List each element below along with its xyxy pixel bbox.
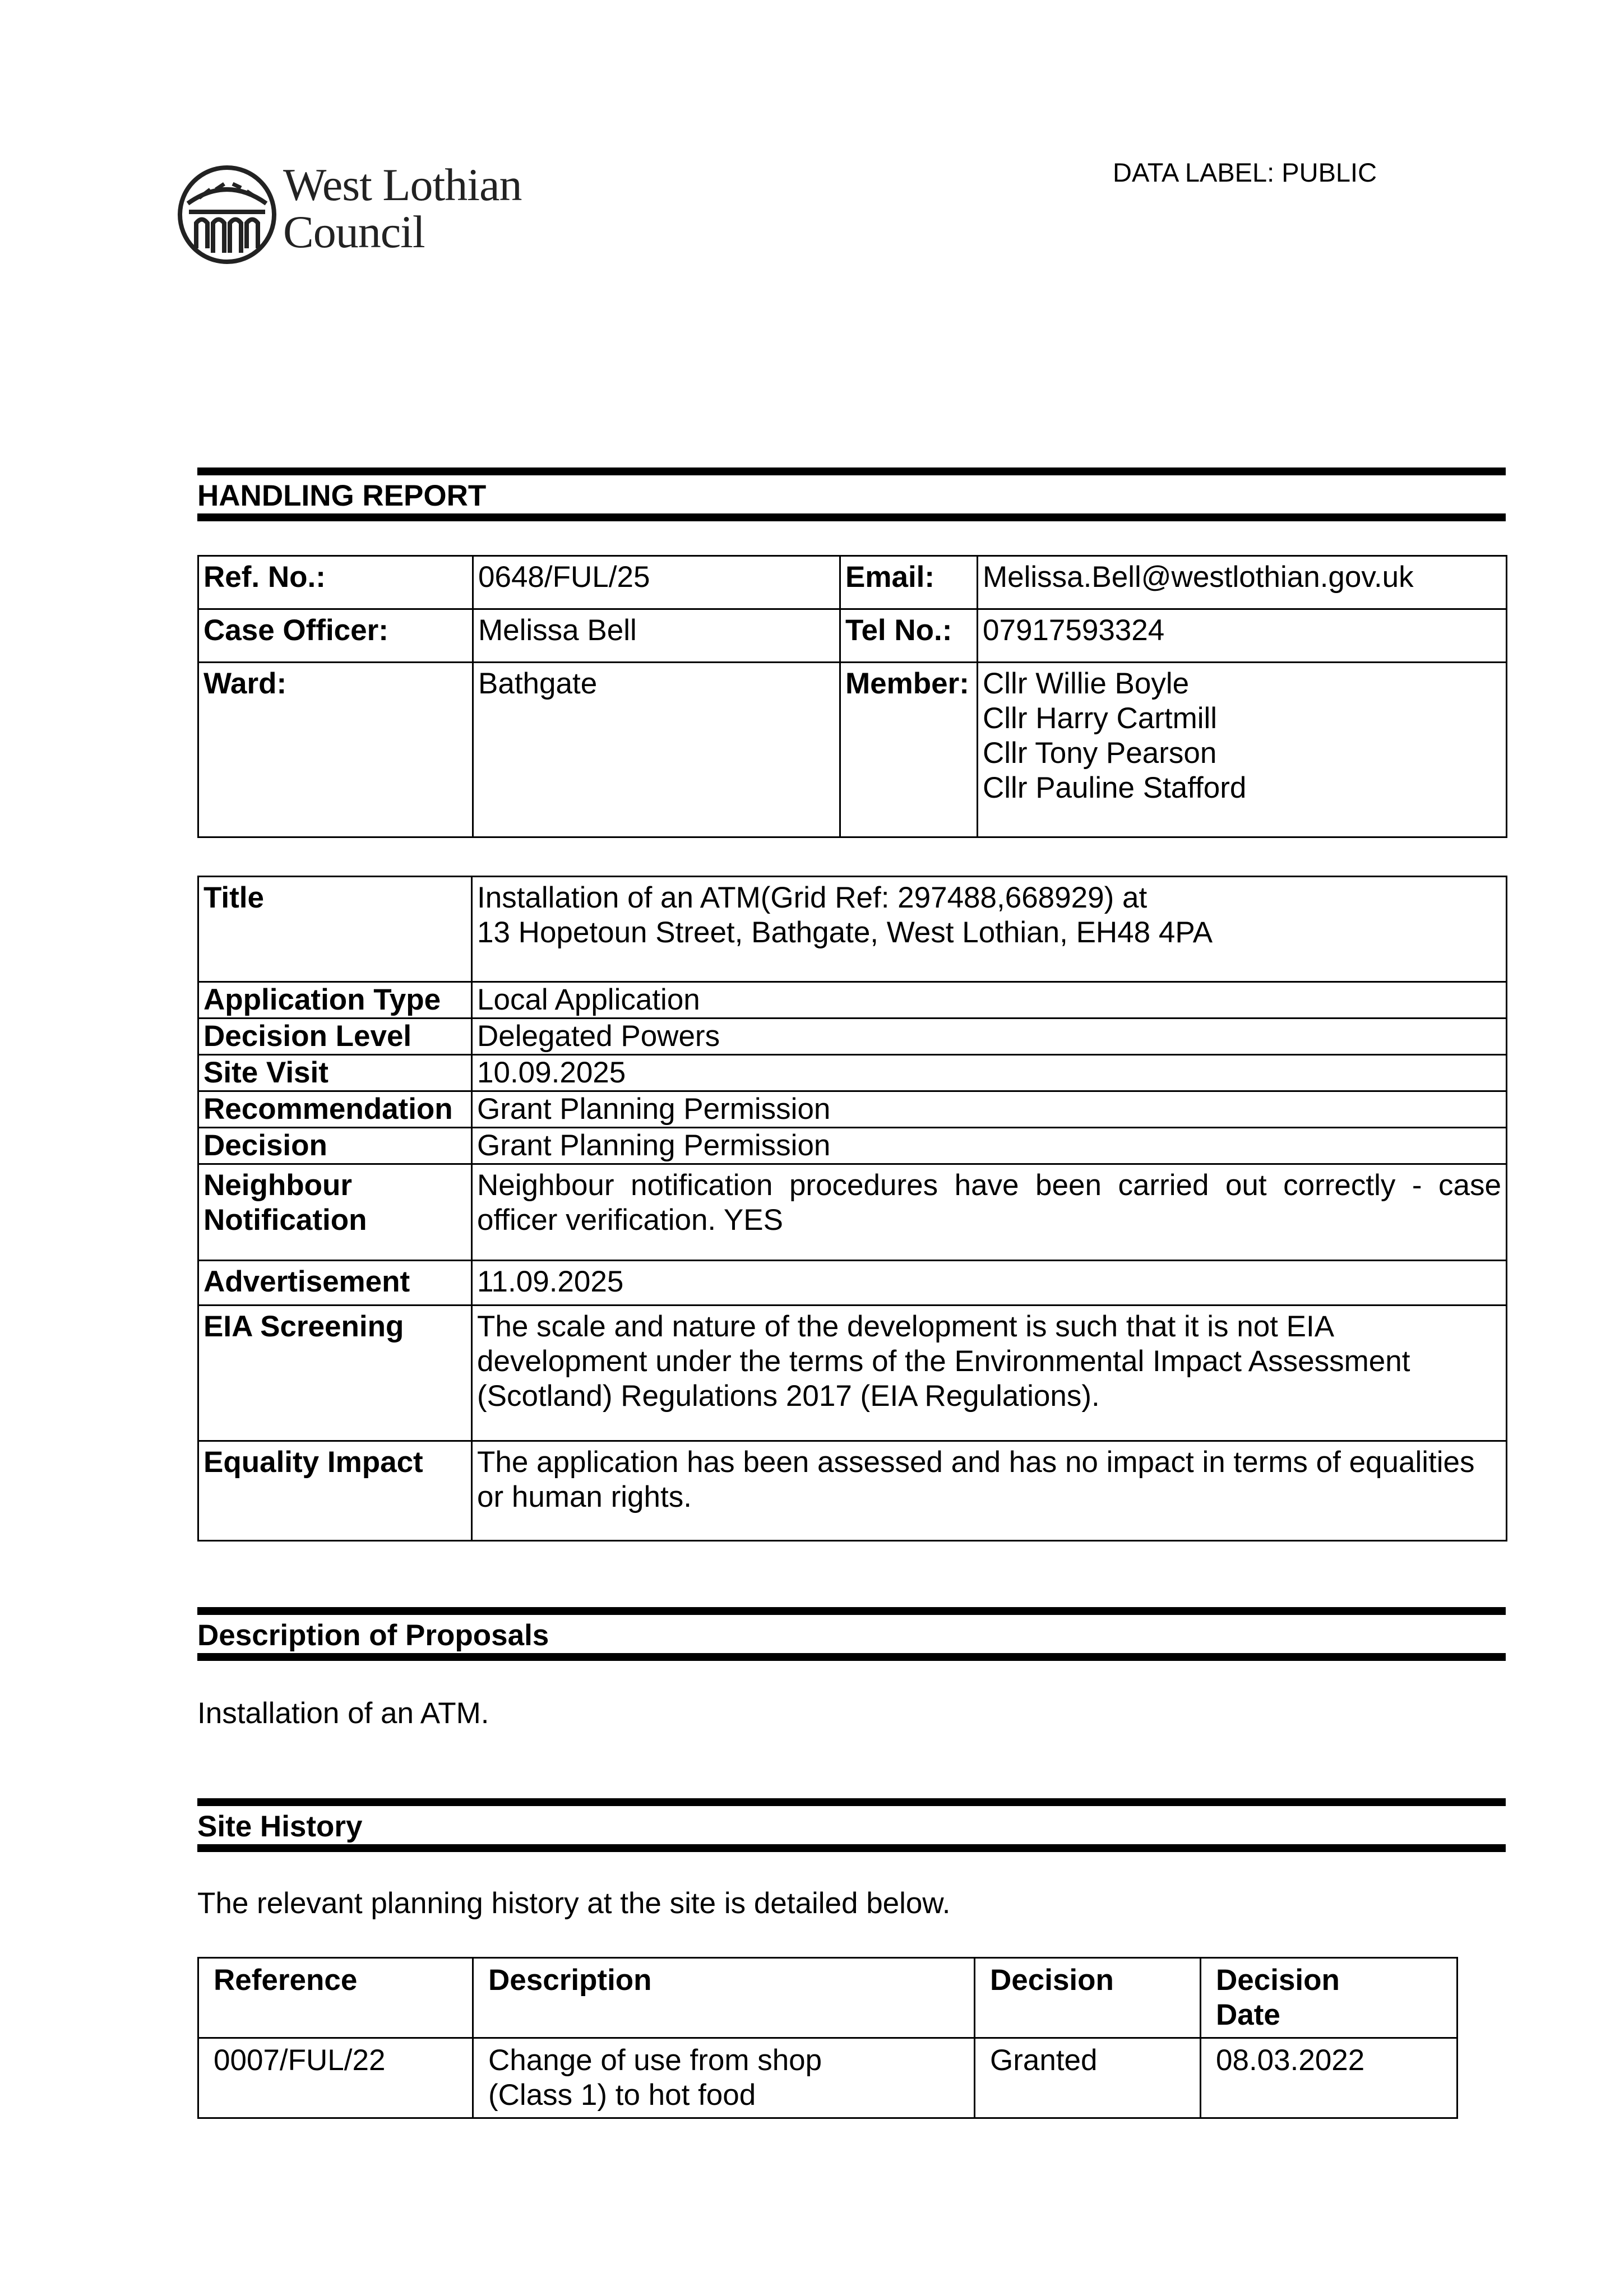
eia-label: EIA Screening (198, 1306, 472, 1441)
officer-label: Case Officer: (198, 609, 473, 663)
equality-label: Equality Impact (198, 1441, 472, 1541)
title-label: Title (198, 877, 472, 982)
ward-value: Bathgate (473, 663, 840, 837)
table-row (198, 663, 1507, 837)
history-description-line: (Class 1) to hot food (488, 2079, 756, 2112)
table-row (198, 556, 1507, 609)
description-heading: Description of Proposals (197, 1619, 549, 1652)
site-history-header (197, 1798, 1506, 1852)
history-description-line: Change of use from shop (488, 2044, 822, 2077)
decision-level-label: Decision Level (198, 1019, 472, 1055)
table-row (198, 1261, 1507, 1306)
officer-value: Melissa Bell (473, 609, 840, 663)
title-line: Installation of an ATM(Grid Ref: 297488,668929) at (477, 881, 1148, 914)
ref-label: Ref. No.: (198, 556, 473, 609)
data-label: DATA LABEL: PUBLIC (1113, 158, 1377, 187)
tel-label: Tel No.: (840, 609, 978, 663)
title-line: 13 Hopetoun Street, Bathgate, West Lothian, EH48 4PA (477, 916, 1213, 949)
site-visit-value: 10.09.2025 (472, 1055, 1507, 1091)
col-reference: Reference (198, 1958, 473, 2038)
member-item: Cllr Tony Pearson (983, 737, 1217, 770)
neighbour-value: Neighbour notification procedures have been carried out correctly - case officer verification. YES (472, 1164, 1507, 1261)
title-value (472, 877, 1507, 982)
decision-level-value: Delegated Powers (472, 1019, 1507, 1055)
email-label: Email: (840, 556, 978, 609)
officer-table (197, 555, 1507, 838)
history-reference: 0007/FUL/22 (198, 2038, 473, 2118)
table-row (198, 1091, 1507, 1128)
table-row (198, 982, 1507, 1019)
table-row (198, 609, 1507, 663)
neighbour-label (198, 1164, 472, 1261)
site-history-table (197, 1957, 1458, 2119)
table-row (198, 1055, 1507, 1091)
member-item: Cllr Willie Boyle (983, 667, 1190, 700)
email-value[interactable]: Melissa.Bell@westlothian.gov.uk (978, 556, 1507, 609)
logo-line1: West Lothian (283, 159, 522, 210)
handling-report-header (197, 467, 1506, 521)
member-list (978, 663, 1507, 837)
col-description: Description (473, 1958, 975, 2038)
advertisement-label: Advertisement (198, 1261, 472, 1306)
eia-value: The scale and nature of the development is such that it is not EIA development under the terms of the Environmental Impact Assessment (Scotland) Regulations 2017 (EIA Regulations). (472, 1306, 1507, 1441)
table-row (198, 2038, 1458, 2118)
col-decision-date-line: Date (1216, 1998, 1280, 2031)
history-description (473, 2038, 975, 2118)
table-row (198, 877, 1507, 982)
col-decision: Decision (975, 1958, 1201, 2038)
decision-label: Decision (198, 1128, 472, 1164)
recommendation-label: Recommendation (198, 1091, 472, 1128)
logo-line2: Council (283, 206, 425, 257)
site-visit-label: Site Visit (198, 1055, 472, 1091)
site-history-intro: The relevant planning history at the site is detailed below. (197, 1887, 951, 1920)
details-table (197, 876, 1507, 1542)
tel-value: 07917593324 (978, 609, 1507, 663)
logo-wordmark (283, 161, 521, 256)
viaduct-emblem-icon (177, 164, 277, 265)
table-row (198, 1306, 1507, 1441)
recommendation-value: Grant Planning Permission (472, 1091, 1507, 1128)
table-row (198, 1128, 1507, 1164)
member-label: Member: (840, 663, 978, 837)
equality-value: The application has been assessed and has no impact in terms of equalities or human rights. (472, 1441, 1507, 1541)
history-decision: Granted (975, 2038, 1201, 2118)
advertisement-value: 11.09.2025 (472, 1261, 1507, 1306)
app-type-value: Local Application (472, 982, 1507, 1019)
ref-value: 0648/FUL/25 (473, 556, 840, 609)
description-text: Installation of an ATM. (197, 1697, 489, 1730)
table-header-row (198, 1958, 1458, 2038)
site-history-heading: Site History (197, 1810, 363, 1843)
table-row (198, 1441, 1507, 1541)
neighbour-label-line: Neighbour (203, 1169, 352, 1202)
member-item: Cllr Harry Cartmill (983, 702, 1218, 735)
table-row (198, 1164, 1507, 1261)
description-header (197, 1607, 1506, 1661)
member-item: Cllr Pauline Stafford (983, 771, 1247, 804)
table-row (198, 1019, 1507, 1055)
ward-label: Ward: (198, 663, 473, 837)
council-logo (177, 161, 558, 274)
handling-report-heading: HANDLING REPORT (197, 479, 487, 512)
decision-value: Grant Planning Permission (472, 1128, 1507, 1164)
app-type-label: Application Type (198, 982, 472, 1019)
history-date: 08.03.2022 (1201, 2038, 1458, 2118)
col-decision-date (1201, 1958, 1458, 2038)
col-decision-date-line: Decision (1216, 1964, 1340, 1997)
neighbour-label-line: Notification (203, 1203, 367, 1237)
